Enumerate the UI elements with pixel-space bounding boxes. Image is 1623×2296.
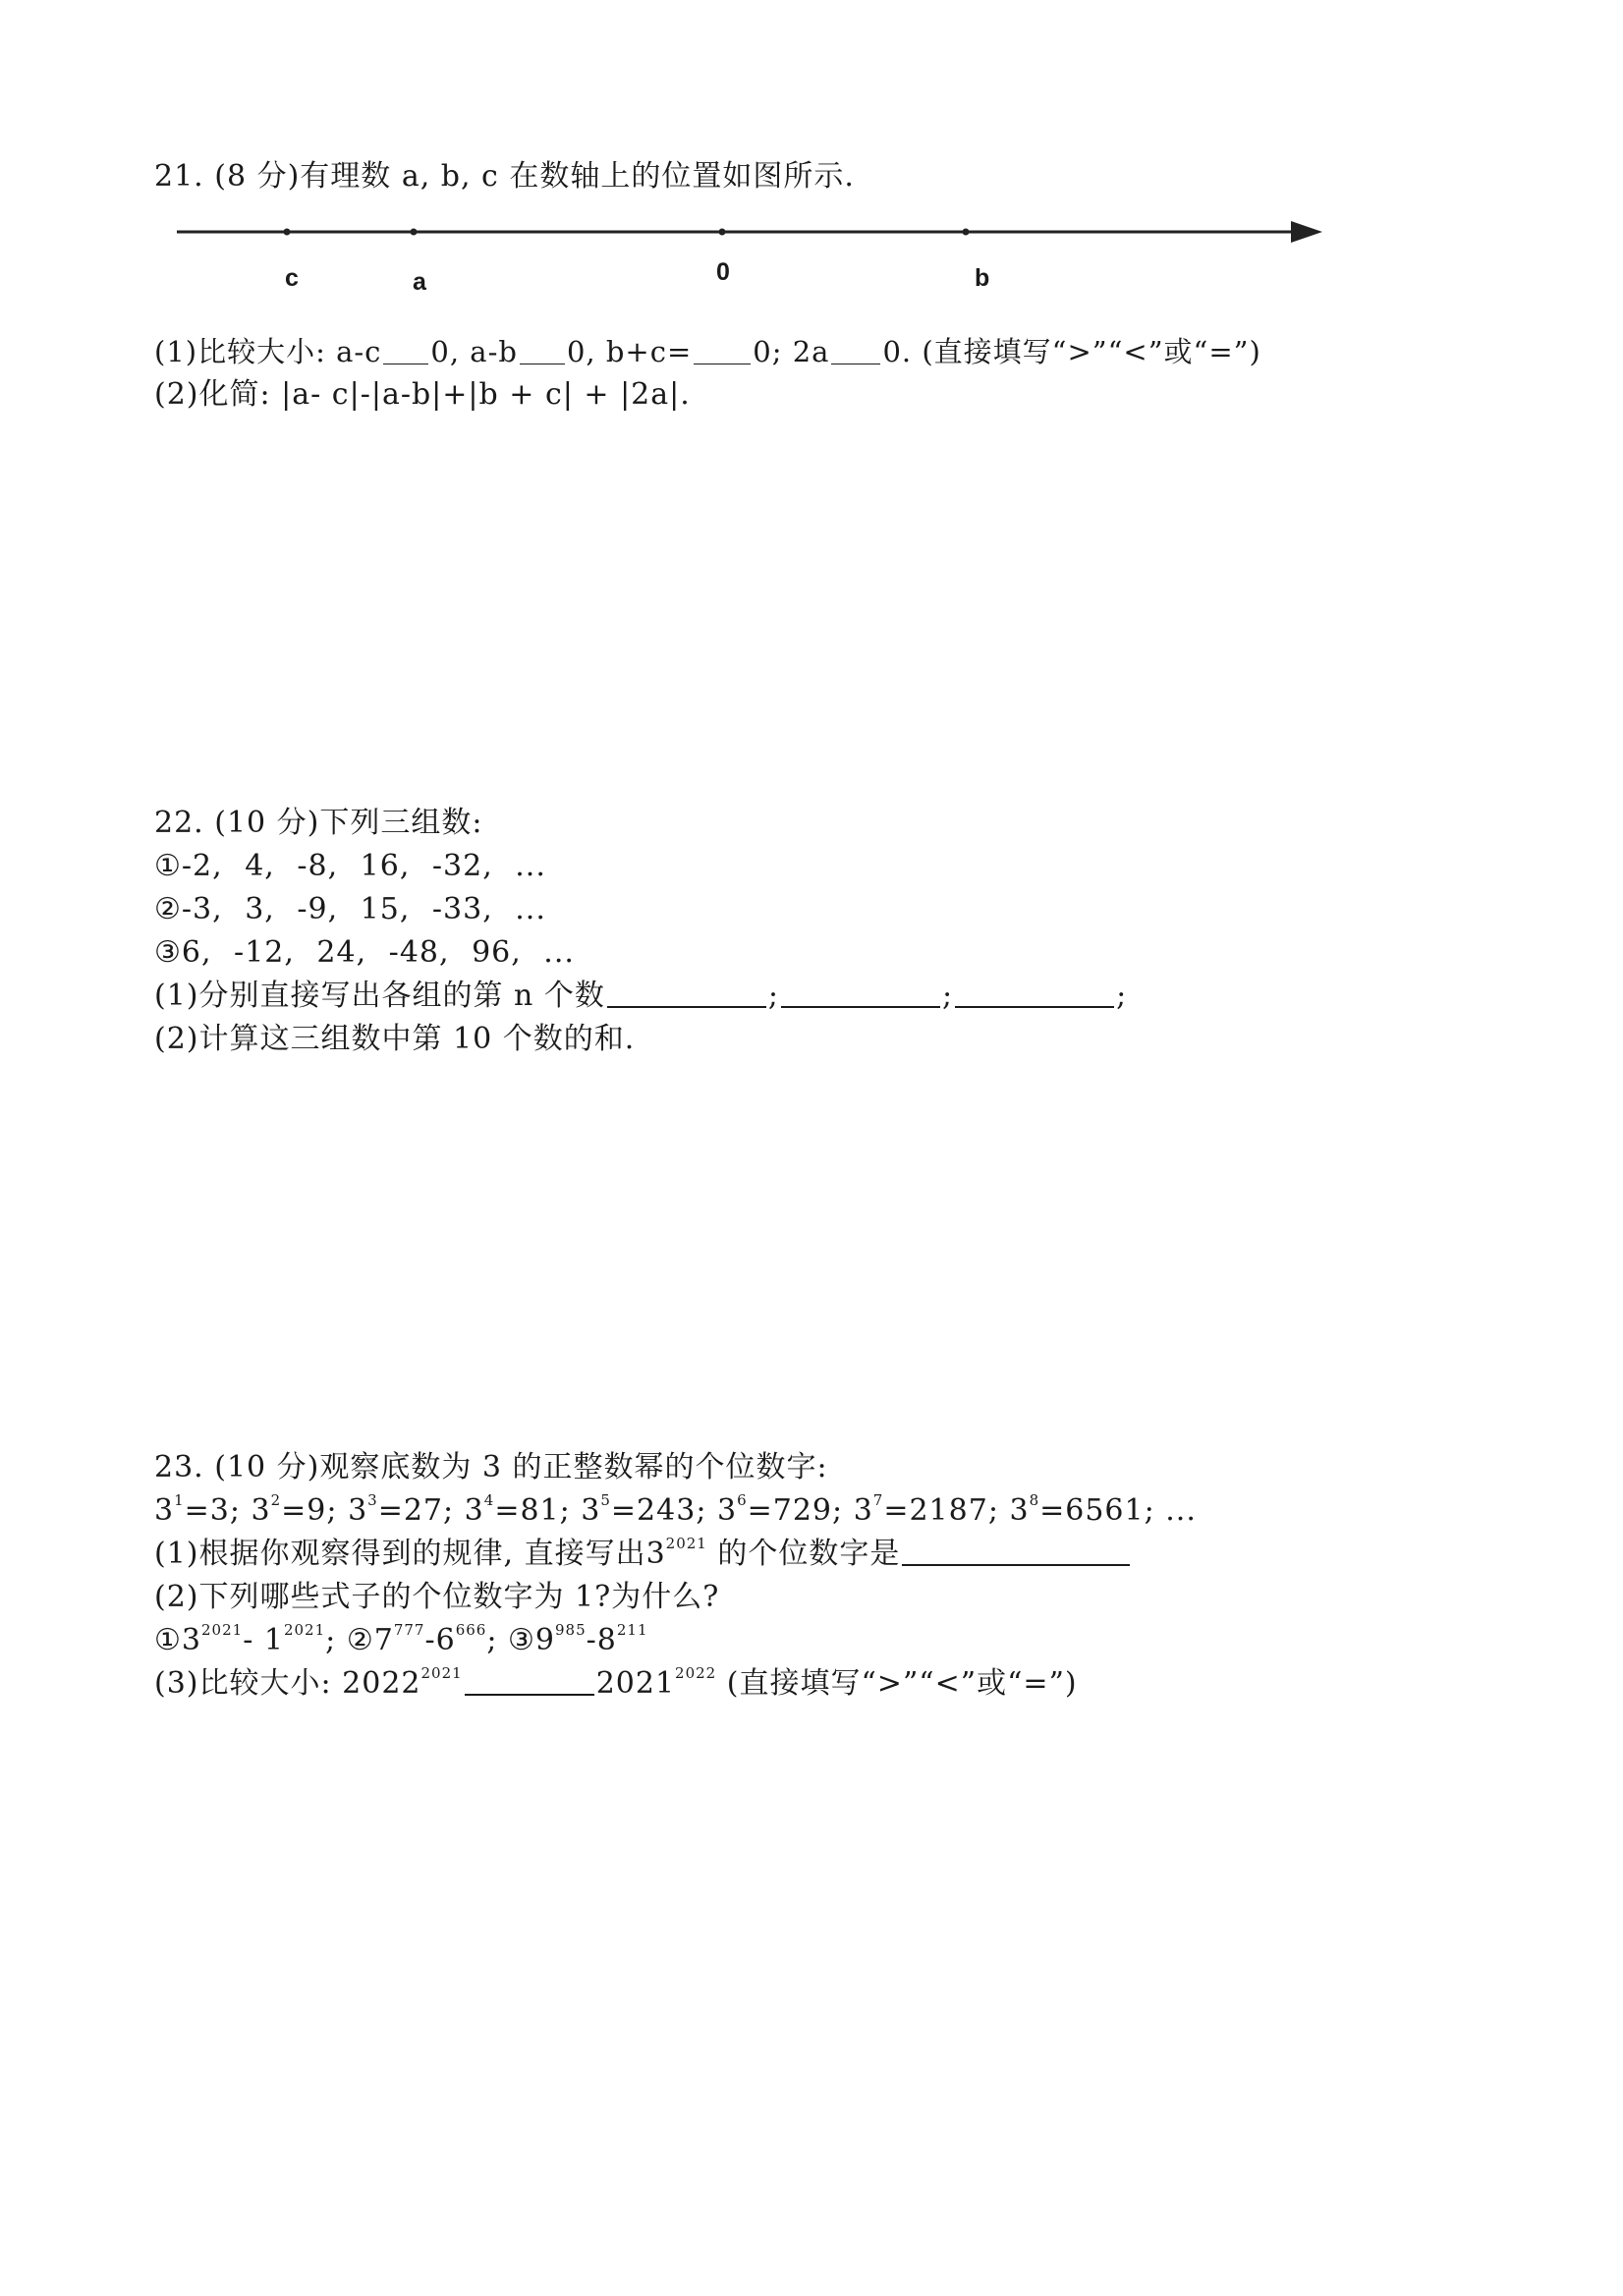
power-value: =3: [184, 1493, 230, 1528]
power-separator: ;: [229, 1493, 241, 1528]
power-base: 3: [1009, 1493, 1030, 1528]
number-line: [0, 0, 1623, 314]
power-separator: ;: [696, 1493, 707, 1528]
power-value: =6561: [1039, 1493, 1145, 1528]
power-separator: ;: [326, 1493, 338, 1528]
q21-part2: (2)化简: |a- c|-|a-b|+|b + c| + |2a|.: [154, 377, 691, 412]
power-value: =9: [281, 1493, 327, 1528]
power-separator: ;: [832, 1493, 844, 1528]
power-exponent: 3: [367, 1491, 378, 1509]
power-value: =2187: [883, 1493, 988, 1528]
answer-blank[interactable]: [607, 979, 766, 1008]
power-exponent: 2: [270, 1491, 282, 1509]
q22-part1: (1)分别直接写出各组的第 n 个数 ; ; ;: [154, 979, 1128, 1013]
answer-blank[interactable]: [955, 979, 1114, 1008]
point-a-label: a: [413, 268, 426, 296]
power-exponent: 6: [737, 1491, 748, 1509]
power-exponent: 1: [174, 1491, 185, 1509]
q22-header: 22. (10 分)下列三组数:: [154, 806, 483, 840]
answer-blank[interactable]: [902, 1537, 1130, 1566]
power-ellipsis: ...: [1165, 1493, 1197, 1528]
power-value: =243: [610, 1493, 697, 1528]
power-base: 3: [853, 1493, 873, 1528]
answer-blank[interactable]: [781, 979, 940, 1008]
answer-blank[interactable]: [831, 336, 880, 364]
power-separator: ;: [559, 1493, 571, 1528]
answer-blank[interactable]: [694, 336, 751, 364]
power-value: =81: [494, 1493, 560, 1528]
point-zero-dot: [719, 229, 726, 236]
answer-blank[interactable]: [520, 336, 565, 364]
power-base: 3: [251, 1493, 271, 1528]
number-line-arrow-icon: [1291, 221, 1322, 243]
power-exponent: 7: [872, 1491, 884, 1509]
q23-part3: (3)比较大小: $2022^{2021}$ $2021^{2022}$ (直接填写“>”“<”或“=”): [154, 1664, 1078, 1701]
power-value: =729: [747, 1493, 833, 1528]
power-base: 3: [154, 1493, 175, 1528]
q22-row2: ②-3, 3, -9, 15, -33, ...: [154, 892, 546, 926]
q23-expressions: $①3^{2021}-$ $1^{2021}$; $②7^{777}-6^{666}$; $③9^{985}-8^{211}$: [154, 1621, 648, 1657]
power-exponent: 8: [1029, 1491, 1040, 1509]
answer-blank[interactable]: [465, 1666, 594, 1696]
q22-row1: ①-2, 4, -8, 16, -32, ...: [154, 849, 546, 883]
q21-part1: (1)比较大小: a-c 0, a-b 0, b+c= 0; 2a 0. (直接填写“>”“<”或“=”): [154, 335, 1261, 368]
power-separator: ;: [987, 1493, 999, 1528]
q22-row3: ③6, -12, 24, -48, 96, ...: [154, 935, 575, 970]
answer-blank[interactable]: [383, 336, 428, 364]
point-zero-label: 0: [716, 258, 730, 286]
power-base: 3: [464, 1493, 484, 1528]
point-b-label: b: [975, 264, 990, 292]
q23-part2: (2)下列哪些式子的个位数字为 1?为什么?: [154, 1580, 720, 1614]
point-b-dot: [963, 229, 970, 236]
power-base: 3: [581, 1493, 601, 1528]
power-exponent: 4: [483, 1491, 495, 1509]
q23-powers: [154, 1491, 1197, 1531]
point-c-dot: [284, 229, 291, 236]
power-exponent: 5: [600, 1491, 611, 1509]
q21-header: 21. (8 分)有理数 a, b, c 在数轴上的位置如图所示.: [154, 159, 855, 194]
power-base: 3: [348, 1493, 368, 1528]
point-a-dot: [411, 229, 418, 236]
q23-header: 23. (10 分)观察底数为 3 的正整数幂的个位数字:: [154, 1450, 828, 1484]
point-c-label: c: [285, 264, 299, 292]
power-separator: ;: [443, 1493, 455, 1528]
q22-part2: (2)计算这三组数中第 10 个数的和.: [154, 1022, 636, 1056]
q23-part1: (1)根据你观察得到的规律, 直接写出$3^{2021}$ 的个位数字是: [154, 1535, 1132, 1574]
power-separator: ;: [1144, 1493, 1155, 1528]
power-base: 3: [716, 1493, 738, 1528]
power-value: =27: [377, 1493, 444, 1528]
